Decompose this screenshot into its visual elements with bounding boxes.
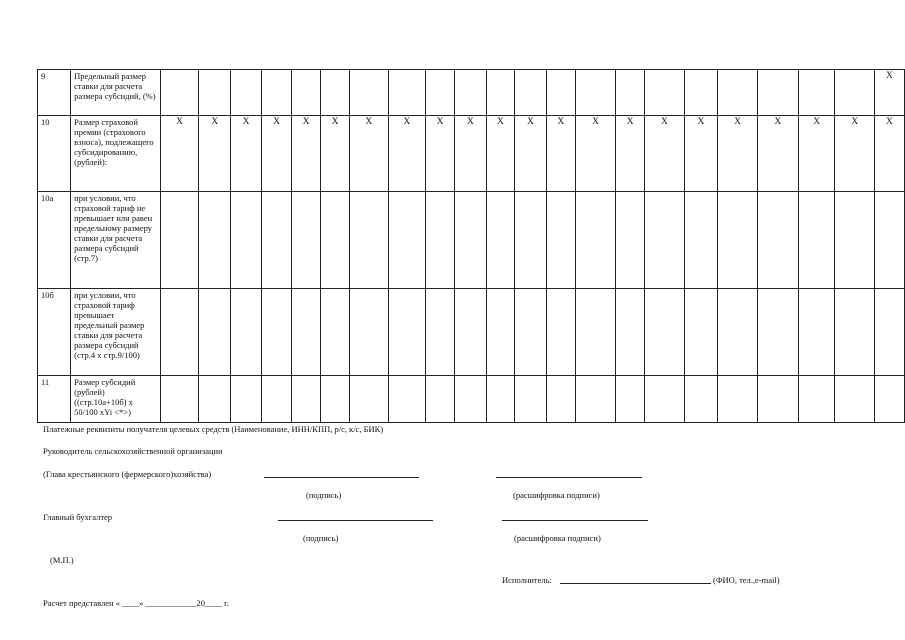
empty-cell[interactable]	[426, 376, 455, 423]
empty-cell[interactable]	[684, 376, 718, 423]
empty-cell[interactable]	[350, 376, 388, 423]
empty-cell[interactable]	[684, 70, 718, 116]
x-mark-cell: X	[321, 116, 350, 192]
empty-cell[interactable]	[874, 289, 904, 376]
empty-cell[interactable]	[292, 70, 321, 116]
empty-cell[interactable]	[231, 376, 262, 423]
empty-cell[interactable]	[514, 289, 546, 376]
empty-cell[interactable]	[160, 289, 198, 376]
empty-cell[interactable]	[835, 376, 874, 423]
head-farm-label: (Глава крестьянского (фермерского)хозяйства)	[43, 469, 212, 479]
empty-cell[interactable]	[616, 70, 645, 116]
empty-cell[interactable]	[645, 376, 684, 423]
submission-date-line: Расчет представлен « ____» ____________20____ г.	[43, 598, 229, 608]
empty-cell[interactable]	[199, 376, 231, 423]
executor-line	[560, 583, 711, 584]
x-mark-cell: X	[262, 116, 292, 192]
executor-label: Исполнитель:	[502, 575, 552, 585]
x-mark-cell: X	[835, 116, 874, 192]
empty-cell[interactable]	[426, 289, 455, 376]
empty-cell[interactable]	[426, 70, 455, 116]
row-description: Размер страховой премии (страхового взноса), подлежащего субсидированию, (рублей):	[71, 116, 161, 192]
empty-cell[interactable]	[575, 192, 615, 289]
x-mark-cell: X	[160, 116, 198, 192]
empty-cell[interactable]	[388, 289, 425, 376]
table-row	[38, 70, 905, 116]
empty-cell[interactable]	[874, 192, 904, 289]
empty-cell[interactable]	[546, 192, 575, 289]
x-mark-cell: X	[426, 116, 455, 192]
empty-cell[interactable]	[199, 192, 231, 289]
empty-cell[interactable]	[645, 289, 684, 376]
empty-cell[interactable]	[199, 70, 231, 116]
x-mark-cell: X	[575, 116, 615, 192]
accountant-signature-line	[278, 520, 433, 521]
x-mark-cell: X	[514, 116, 546, 192]
empty-cell[interactable]	[231, 192, 262, 289]
x-mark-cell: X	[798, 116, 835, 192]
x-mark-cell: X	[292, 116, 321, 192]
empty-cell[interactable]	[575, 70, 615, 116]
empty-cell[interactable]	[455, 289, 487, 376]
empty-cell[interactable]	[757, 376, 798, 423]
empty-cell[interactable]	[262, 289, 292, 376]
empty-cell[interactable]	[486, 70, 514, 116]
empty-cell[interactable]	[486, 289, 514, 376]
x-mark-cell: X	[546, 116, 575, 192]
x-mark-cell: X	[388, 116, 425, 192]
empty-cell[interactable]	[350, 70, 388, 116]
empty-cell[interactable]	[514, 192, 546, 289]
empty-cell[interactable]	[231, 70, 262, 116]
empty-cell[interactable]	[718, 192, 757, 289]
subsidy-calculation-table	[37, 69, 905, 423]
head-org-label: Руководитель сельскохозяйственной организации	[43, 446, 223, 456]
empty-cell[interactable]	[645, 70, 684, 116]
executor-caption: (ФИО, тел.,e-mail)	[713, 575, 780, 585]
empty-cell[interactable]	[757, 289, 798, 376]
empty-cell[interactable]	[835, 192, 874, 289]
row-number: 10б	[38, 289, 71, 376]
empty-cell[interactable]	[321, 70, 350, 116]
head-signature-line	[264, 477, 419, 478]
row-number: 10а	[38, 192, 71, 289]
empty-cell[interactable]	[292, 192, 321, 289]
x-mark-cell: X	[874, 116, 904, 192]
head-decoding-caption: (расшифровка подписи)	[513, 490, 600, 500]
empty-cell[interactable]	[231, 289, 262, 376]
empty-cell[interactable]	[575, 376, 615, 423]
row-number: 10	[38, 116, 71, 192]
empty-cell[interactable]	[292, 289, 321, 376]
empty-cell[interactable]	[514, 70, 546, 116]
empty-cell[interactable]	[757, 192, 798, 289]
empty-cell[interactable]	[835, 289, 874, 376]
empty-cell[interactable]	[546, 70, 575, 116]
accountant-decoding-caption: (расшифровка подписи)	[514, 533, 601, 543]
x-mark-cell: X	[874, 70, 904, 116]
empty-cell[interactable]	[199, 289, 231, 376]
x-mark-cell: X	[231, 116, 262, 192]
empty-cell[interactable]	[718, 376, 757, 423]
empty-cell[interactable]	[718, 289, 757, 376]
empty-cell[interactable]	[160, 376, 198, 423]
x-mark-cell: X	[199, 116, 231, 192]
empty-cell[interactable]	[426, 192, 455, 289]
empty-cell[interactable]	[388, 192, 425, 289]
empty-cell[interactable]	[835, 70, 874, 116]
accountant-decoding-line	[502, 520, 648, 521]
x-mark-cell: X	[757, 116, 798, 192]
empty-cell[interactable]	[388, 70, 425, 116]
empty-cell[interactable]	[616, 192, 645, 289]
empty-cell[interactable]	[546, 289, 575, 376]
empty-cell[interactable]	[798, 376, 835, 423]
empty-cell[interactable]	[455, 376, 487, 423]
empty-cell[interactable]	[546, 376, 575, 423]
stamp-label: (М.П.)	[50, 555, 74, 565]
table-row	[38, 376, 905, 423]
table-row	[38, 116, 905, 192]
empty-cell[interactable]	[350, 192, 388, 289]
head-decoding-line	[496, 477, 642, 478]
chief-accountant-label: Главный бухгалтер	[43, 512, 113, 522]
x-mark-cell: X	[616, 116, 645, 192]
empty-cell[interactable]	[262, 70, 292, 116]
empty-cell[interactable]	[160, 70, 198, 116]
table-row	[38, 192, 905, 289]
table-row	[38, 289, 905, 376]
empty-cell[interactable]	[757, 70, 798, 116]
empty-cell[interactable]	[798, 70, 835, 116]
empty-cell[interactable]	[486, 376, 514, 423]
x-mark-cell: X	[718, 116, 757, 192]
row-number: 9	[38, 70, 71, 116]
row-description: Размер субсидий (рублей) ((стр.10а+10б) х 50/100 хYi <*>)	[71, 376, 161, 423]
empty-cell[interactable]	[321, 289, 350, 376]
empty-cell[interactable]	[160, 192, 198, 289]
empty-cell[interactable]	[874, 376, 904, 423]
row-description: при условии, что страховой тариф превышает предельный размер ставки для расчета размера субсидий (стр.4 х стр.9/100)	[71, 289, 161, 376]
empty-cell[interactable]	[350, 289, 388, 376]
empty-cell[interactable]	[455, 192, 487, 289]
empty-cell[interactable]	[684, 289, 718, 376]
x-mark-cell: X	[645, 116, 684, 192]
accountant-signature-caption: (подпись)	[303, 533, 339, 543]
x-mark-cell: X	[486, 116, 514, 192]
head-signature-caption: (подпись)	[306, 490, 342, 500]
empty-cell[interactable]	[798, 192, 835, 289]
empty-cell[interactable]	[645, 192, 684, 289]
empty-cell[interactable]	[575, 289, 615, 376]
empty-cell[interactable]	[321, 192, 350, 289]
row-number: 11	[38, 376, 71, 423]
row-description: Предельный размер ставки для расчета размера субсидий, (%)	[71, 70, 161, 116]
empty-cell[interactable]	[514, 376, 546, 423]
empty-cell[interactable]	[718, 70, 757, 116]
x-mark-cell: X	[455, 116, 487, 192]
x-mark-cell: X	[350, 116, 388, 192]
empty-cell[interactable]	[455, 70, 487, 116]
empty-cell[interactable]	[798, 289, 835, 376]
payment-details-label: Платежные реквизиты получателя целевых средств (Наименование, ИНН/КПП, р/с, к/с, БИК)	[43, 424, 384, 434]
empty-cell[interactable]	[486, 192, 514, 289]
empty-cell[interactable]	[684, 192, 718, 289]
empty-cell[interactable]	[616, 376, 645, 423]
x-mark-cell: X	[684, 116, 718, 192]
empty-cell[interactable]	[262, 192, 292, 289]
empty-cell[interactable]	[262, 376, 292, 423]
empty-cell[interactable]	[616, 289, 645, 376]
empty-cell[interactable]	[292, 376, 321, 423]
empty-cell[interactable]	[388, 376, 425, 423]
empty-cell[interactable]	[321, 376, 350, 423]
row-description: при условии, что страховой тариф не превышает или равен предельному размеру ставки для расчета размера субсидий (стр.7)	[71, 192, 161, 289]
